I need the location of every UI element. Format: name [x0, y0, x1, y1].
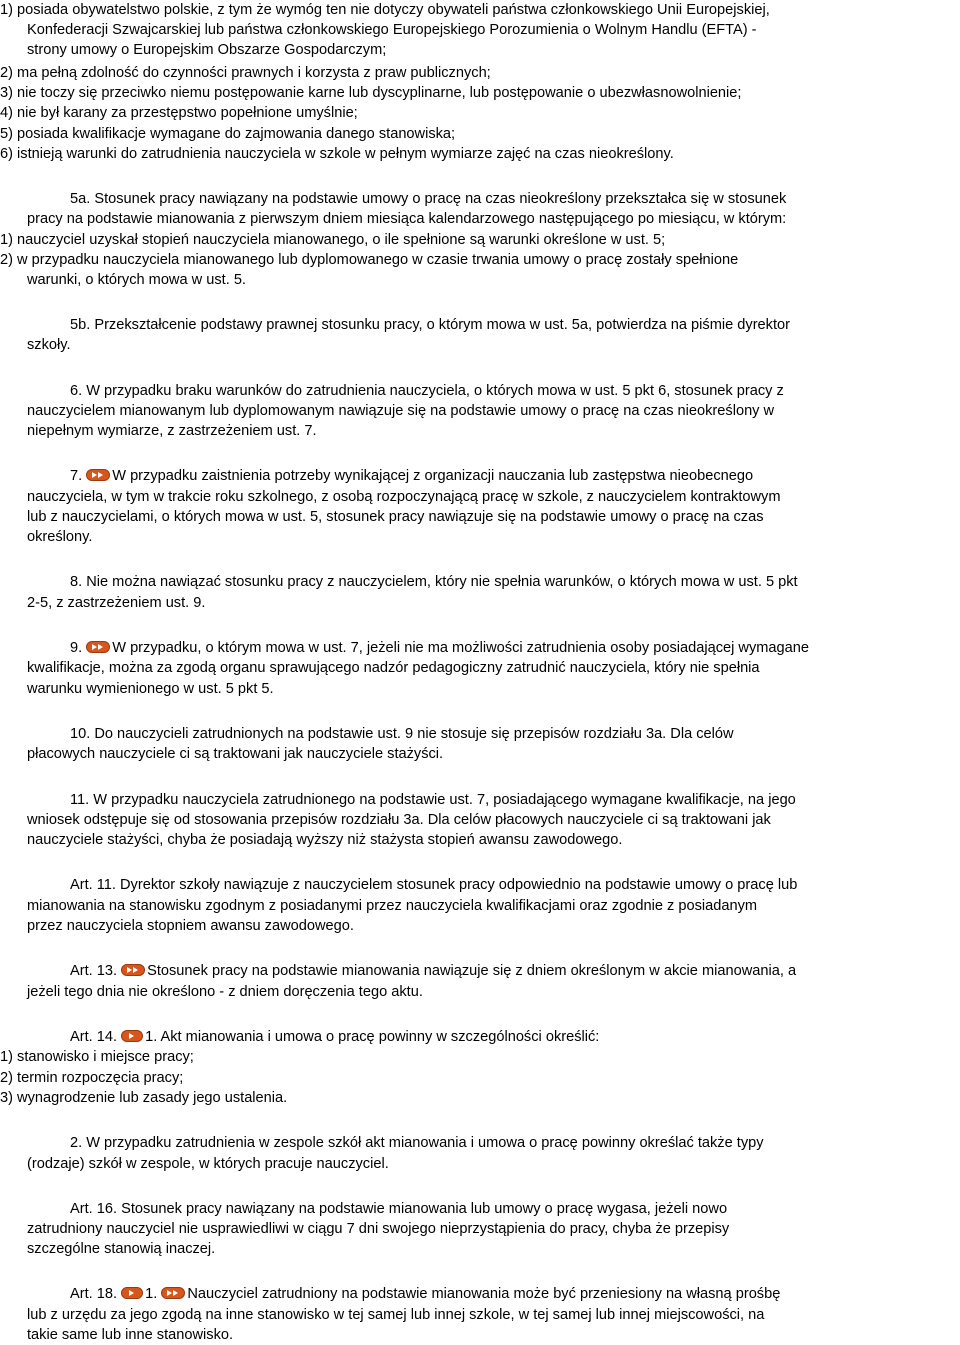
- text-line: [0, 250, 738, 270]
- text-line: [27, 679, 274, 699]
- line-text: 2) termin rozpoczęcia pracy;: [0, 1070, 184, 1086]
- line-text: 1) posiada obywatelstwo polskie, z tym że wymóg ten nie dotyczy obywateli państwa członkowskiego Unii Europejskiej,: [0, 2, 770, 18]
- line-text: 7.: [70, 468, 87, 484]
- line-text: jeżeli tego dnia nie określono - z dniem doręczenia tego aktu.: [27, 984, 423, 1000]
- text-line: [27, 916, 354, 936]
- text-line: [0, 83, 741, 103]
- text-line: [27, 1154, 389, 1174]
- text-line: [70, 790, 796, 810]
- line-text: 10. Do nauczycieli zatrudnionych na podstawie ust. 9 nie stosuje się przepisów rozdziału 3a. Dla celów: [70, 726, 734, 742]
- line-text: nauczycielem mianowanym lub dyplomowanym nawiązuje się na podstawie umowy o pracę na czas nieokreślony w: [27, 403, 775, 419]
- text-line: [27, 527, 92, 547]
- line-text: Art. 14.: [70, 1029, 122, 1045]
- text-line: [27, 507, 764, 527]
- line-text: lub z urzędu za jego zgodą na inne stanowisko w tej samej lub innej szkole, w tej samej lub innej miejscowości, na: [27, 1307, 765, 1323]
- arrow-icon[interactable]: [121, 1030, 143, 1042]
- text-line: [0, 0, 770, 20]
- line-text: Art. 16. Stosunek pracy nawiązany na podstawie mianowania lub umowy o pracę wygasa, jeżeli nowo: [70, 1201, 728, 1217]
- line-text: mianowania na stanowisku zgodnym z posiadanymi przez nauczyciela kwalifikacjami oraz zgodnie z posiadanym: [27, 898, 758, 914]
- text-line: [27, 593, 205, 613]
- text-line: [70, 638, 809, 658]
- text-line: [70, 1284, 780, 1304]
- text-line: [0, 103, 358, 123]
- line-text: 9.: [70, 640, 87, 656]
- line-text: Art. 11. Dyrektor szkoły nawiązuje z nauczycielem stosunek pracy odpowiednio na podstawie umowy o pracę lub: [70, 877, 798, 893]
- line-text: 1) nauczyciel uzyskał stopień nauczyciela mianowanego, o ile spełnione są warunki określone w ust. 5;: [0, 232, 666, 248]
- text-line: [0, 1047, 194, 1067]
- text-line: [70, 466, 753, 486]
- line-text: 2. W przypadku zatrudnienia w zespole szkół akt mianowania i umowa o pracę powinny określać także typy: [70, 1135, 764, 1151]
- text-line: [0, 230, 665, 250]
- line-text: nauczyciele stażyści, chyba że posiadają wyższy niż stażysta stopień awansu zawodowego.: [27, 832, 623, 848]
- text-line: [27, 401, 774, 421]
- text-line: [27, 270, 246, 290]
- line-text: Stosunek pracy na podstawie mianowania nawiązuje się z dniem określonym w akcie mianowania, a: [147, 963, 797, 979]
- text-line: [0, 63, 491, 83]
- line-text: określony.: [27, 529, 93, 545]
- text-line: [70, 381, 784, 401]
- text-line: [27, 421, 317, 441]
- line-text: szczególne stanowią inaczej.: [27, 1241, 216, 1257]
- line-text: pracy na podstawie mianowania z pierwszym dniem miesiąca kalendarzowego następującego po miesiącu, w którym:: [27, 211, 787, 227]
- line-text: 11. W przypadku nauczyciela zatrudnionego na podstawie ust. 7, posiadającego wymagane kwalifikacje, na jego: [70, 792, 796, 808]
- line-text: (rodzaje) szkół w zespole, w których pracuje nauczyciel.: [27, 1156, 389, 1172]
- line-text: 5) posiada kwalifikacje wymagane do zajmowania danego stanowiska;: [0, 126, 456, 142]
- line-text: Art. 13.: [70, 963, 122, 979]
- line-text: 1. Akt mianowania i umowa o pracę powinny w szczególności określić:: [145, 1029, 600, 1045]
- line-text: przez nauczyciela stopniem awansu zawodowego.: [27, 918, 354, 934]
- line-text: płacowych nauczyciele ci są traktowani jak nauczyciele stażyści.: [27, 746, 444, 762]
- line-text: W przypadku zaistnienia potrzeby wynikającej z organizacji nauczania lub zastępstwa nieobecnego: [112, 468, 754, 484]
- text-line: [70, 1199, 727, 1219]
- line-text: nauczyciela, w tym w trakcie roku szkolnego, z osobą rozpoczynającą pracę w szkole, z nauczycielem kontraktowym: [27, 489, 781, 505]
- line-text: 8. Nie można nawiązać stosunku pracy z nauczycielem, który nie spełnia warunków, o których mowa w ust. 5 pkt: [70, 574, 798, 590]
- line-text: kwalifikacje, można za zgodą organu sprawującego nadzór pedagogiczny zatrudnić nauczyciela, który nie spełnia: [27, 660, 760, 676]
- text-line: [70, 1027, 599, 1047]
- text-line: [27, 830, 622, 850]
- line-text: zatrudniony nauczyciel nie usprawiedliwi w ciągu 7 dni swojego nieprzystąpienia do pracy, chyba że przepisy: [27, 1221, 730, 1237]
- text-line: [0, 144, 674, 164]
- line-text: Konfederacji Szwajcarskiej lub państwa członkowskiego Europejskiego Porozumienia o Wolnym Handlu (EFTA) -: [27, 22, 757, 38]
- double-arrow-icon[interactable]: [121, 964, 145, 976]
- text-line: [27, 40, 386, 60]
- text-line: [70, 961, 796, 981]
- line-text: W przypadku, o którym mowa w ust. 7, jeżeli nie ma możliwości zatrudnienia osoby posiadającej wymagane: [112, 640, 809, 656]
- text-line: [27, 744, 443, 764]
- line-text: niepełnym wymiarze, z zastrzeżeniem ust. 7.: [27, 423, 317, 439]
- line-text: 5a. Stosunek pracy nawiązany na podstawie umowy o pracę na czas nieokreślony przekształca się w stosunek: [70, 191, 787, 207]
- line-text: 1.: [145, 1286, 162, 1302]
- line-text: Art. 18.: [70, 1286, 122, 1302]
- double-arrow-icon[interactable]: [161, 1287, 185, 1299]
- text-line: [0, 124, 455, 144]
- text-line: [27, 209, 786, 229]
- text-line: [70, 189, 786, 209]
- line-text: 4) nie był karany za przestępstwo popełnione umyślnie;: [0, 105, 358, 121]
- text-line: [27, 1325, 233, 1345]
- line-text: 1) stanowisko i miejsce pracy;: [0, 1049, 194, 1065]
- line-text: warunku wymienionego w ust. 5 pkt 5.: [27, 681, 274, 697]
- line-text: lub z nauczycielami, o których mowa w ust. 5, stosunek pracy nawiązuje się na podstawie umowy o pracę na czas: [27, 509, 764, 525]
- arrow-icon[interactable]: [121, 1287, 143, 1299]
- line-text: 6. W przypadku braku warunków do zatrudnienia nauczyciela, o których mowa w ust. 5 pkt 6, stosunek pracy z: [70, 383, 784, 399]
- line-text: warunki, o których mowa w ust. 5.: [27, 272, 246, 288]
- text-line: [27, 896, 757, 916]
- text-line: [27, 1305, 764, 1325]
- line-text: szkoły.: [27, 337, 71, 353]
- line-text: strony umowy o Europejskim Obszarze Gospodarczym;: [27, 42, 387, 58]
- line-text: takie same lub inne stanowisko.: [27, 1327, 234, 1343]
- line-text: 3) nie toczy się przeciwko niemu postępowanie karne lub dyscyplinarne, lub postępowanie o ubezwłasnowolnienie;: [0, 85, 742, 101]
- text-line: [70, 724, 734, 744]
- text-line: [27, 20, 756, 40]
- line-text: 3) wynagrodzenie lub zasady jego ustalenia.: [0, 1090, 288, 1106]
- text-line: [70, 315, 790, 335]
- text-line: [0, 1088, 287, 1108]
- text-line: [27, 982, 423, 1002]
- text-line: [27, 335, 71, 355]
- text-line: [0, 1068, 183, 1088]
- line-text: 2-5, z zastrzeżeniem ust. 9.: [27, 595, 206, 611]
- line-text: wniosek odstępuje się od stosowania przepisów rozdziału 3a. Dla celów płacowych nauczyciele ci są traktowani jak: [27, 812, 771, 828]
- text-line: [27, 1239, 215, 1259]
- text-line: [70, 875, 797, 895]
- text-line: [70, 572, 798, 592]
- line-text: 2) w przypadku nauczyciela mianowanego lub dyplomowanego w czasie trwania umowy o pracę zostały spełnione: [0, 252, 739, 268]
- double-arrow-icon[interactable]: [86, 469, 110, 481]
- text-line: [27, 1219, 729, 1239]
- text-line: [27, 810, 771, 830]
- text-line: [27, 487, 781, 507]
- text-line: [27, 658, 760, 678]
- line-text: 6) istnieją warunki do zatrudnienia nauczyciela w szkole w pełnym wymiarze zajęć na czas nieokreślony.: [0, 146, 674, 162]
- text-line: [70, 1133, 764, 1153]
- double-arrow-icon[interactable]: [86, 641, 110, 653]
- line-text: Nauczyciel zatrudniony na podstawie mianowania może być przeniesiony na własną prośbę: [187, 1286, 781, 1302]
- line-text: 2) ma pełną zdolność do czynności prawnych i korzysta z praw publicznych;: [0, 65, 491, 81]
- line-text: 5b. Przekształcenie podstawy prawnej stosunku pracy, o którym mowa w ust. 5a, potwierdza na piśmie dyrektor: [70, 317, 791, 333]
